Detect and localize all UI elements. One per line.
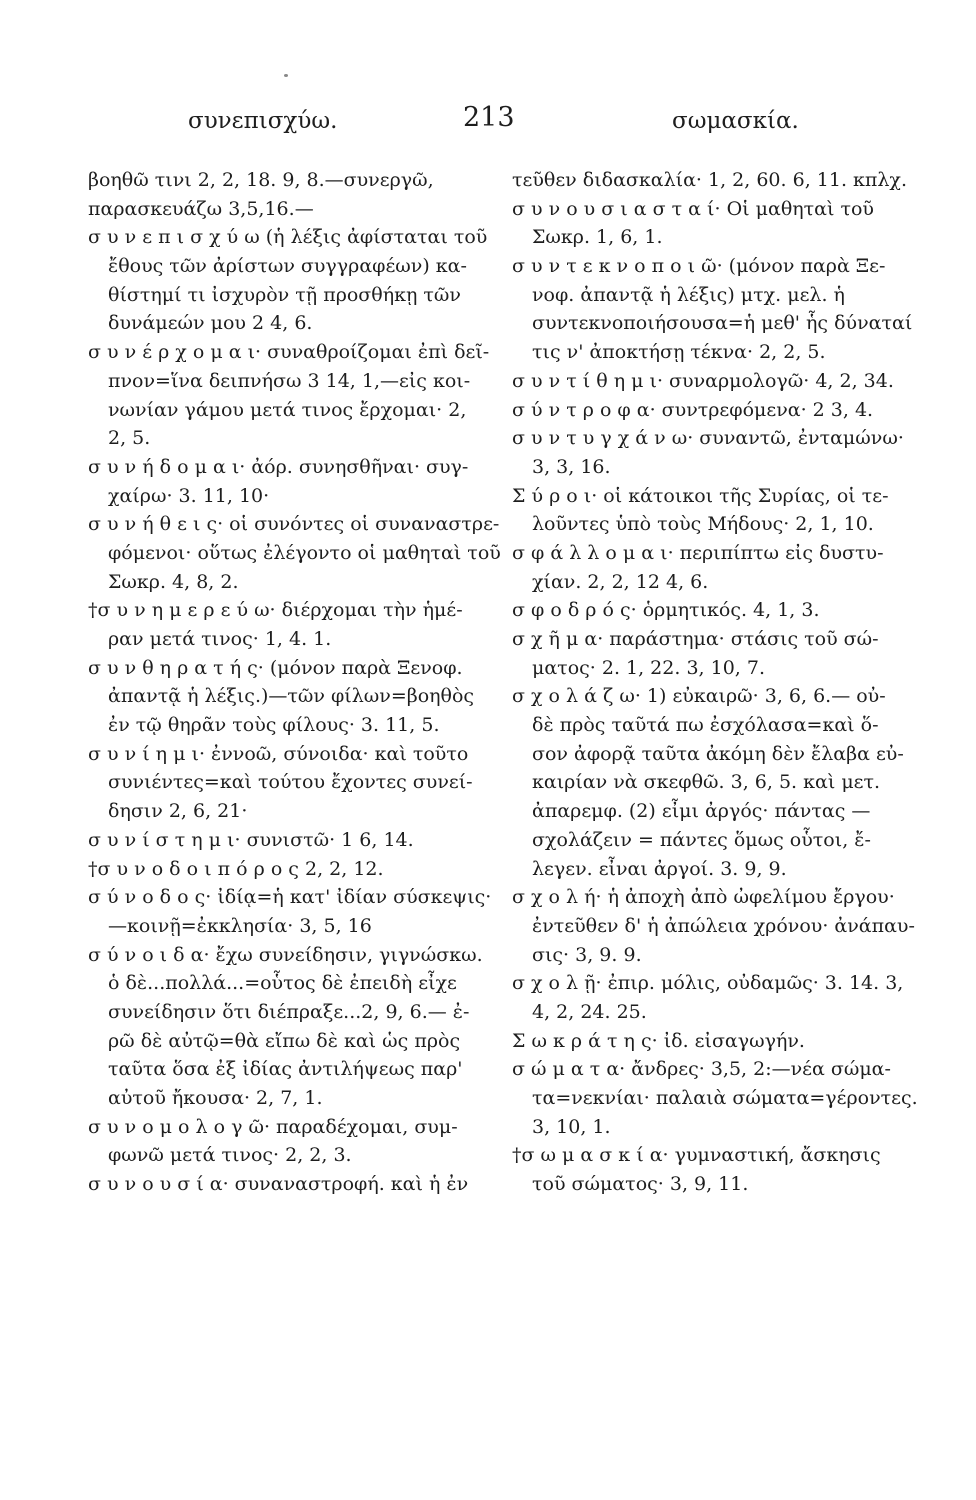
entry-line: συνιέντες=καὶ τούτου ἔχοντες συνεί- <box>108 771 473 794</box>
entry-line: ἀπαρεμφ. (2) εἶμι ἀργός· πάντας — <box>532 800 871 823</box>
entry-line: καιρίαν νὰ σκεφθῶ. 3, 6, 5. καὶ μετ. <box>532 771 881 794</box>
entry-line: 2, 5. <box>108 427 151 450</box>
entry-line: σ υ ν τ ε κ ν ο π ο ι ῶ· (μόνον παρὰ Ξε- <box>512 255 886 278</box>
entry-line: σ υ ν τ υ γ χ ά ν ω· συναντῶ, ἐνταμώνω· <box>512 427 904 450</box>
entry-line: τις ν' ἀποκτήσῃ τέκνα· 2, 2, 5. <box>532 341 826 364</box>
entry-line: λεγεν. εἶναι ἀργοί. 3. 9, 9. <box>532 857 787 880</box>
entry-line: τεῦθεν διδασκαλία· 1, 2, 60. 6, 11. κπλχ. <box>512 169 907 191</box>
entry-line: —κοινῇ=ἐκκλησία· 3, 5, 16 <box>108 914 372 937</box>
entry-line: σις· 3, 9. 9. <box>532 943 642 966</box>
entry-line: σ υ ν ή δ ο μ α ι· ἀόρ. συνησθῆναι· συγ- <box>88 455 469 478</box>
entry-line: σ χ ο λ ή· ἡ ἀποχὴ ἀπὸ ὠφελίμου ἔργου· <box>512 886 895 909</box>
entry-line: σ ύ ν ο δ ο ς· ἰδίᾳ=ἡ κατ' ἰδίαν σύσκεψις· <box>88 886 492 909</box>
entry-line: συνείδησιν ὅτι διέπραξε...2, 9, 6.— ἐ- <box>108 1000 470 1023</box>
entry-line: δυνάμεών μου 2 4, 6. <box>108 312 313 335</box>
entry-line: Σωκρ. 1, 6, 1. <box>532 226 663 249</box>
entry-line: χαίρω· 3. 11, 10· <box>108 484 270 507</box>
entry-line: βοηθῶ τινι 2, 2, 18. 9, 8.—συνεργῶ, <box>88 169 434 191</box>
scan-speck <box>284 74 288 77</box>
entry-line: 3, 3, 16. <box>532 455 611 478</box>
right-column <box>512 166 930 1199</box>
entry-line: σ υ ν ί η μ ι· ἐννοῶ, σύνοιδα· καὶ τοῦτο <box>88 742 469 765</box>
entry-line: ματος· 2. 1, 22. 3, 10, 7. <box>532 656 765 679</box>
entry-line: 3, 10, 1. <box>532 1115 611 1138</box>
entry-line: σ χ ῆ μ α· παράστημα· στάσις τοῦ σώ- <box>512 628 879 650</box>
entry-line: λοῦντες ὑπὸ τοὺς Μήδους· 2, 1, 10. <box>532 513 874 536</box>
entry-line: 4, 2, 24. 25. <box>532 1000 647 1023</box>
entry-line: σ φ ο δ ρ ό ς· ὁρμητικός. 4, 1, 3. <box>512 599 820 622</box>
entry-line: Σ ω κ ρ ά τ η ς· ἰδ. εἰσαγωγήν. <box>512 1029 805 1052</box>
entry-line: ρῶ δὲ αὐτῷ=θὰ εἴπω δὲ καὶ ὡς πρὸς <box>108 1029 461 1052</box>
entry-line: σ φ ά λ λ ο μ α ι· περιπίπτω εἰς δυστυ- <box>512 541 884 564</box>
entry-line: σ υ ν ε π ι σ χ ύ ω (ἡ λέξις ἀφίσταται τοῦ <box>88 226 488 249</box>
page-header <box>0 100 976 140</box>
entry-line: ἐν τῷ θηρᾶν τοὺς φίλους· 3. 11, 5. <box>108 714 440 737</box>
entry-line: σ υ ν ο υ σ ι α σ τ α ί· Οἱ μαθηταὶ τοῦ <box>512 197 874 220</box>
entry-line: σχολάζειν = πάντες ὅμως οὗτοι, ἔ- <box>532 828 871 851</box>
entry-line: δησιν 2, 6, 21· <box>108 800 248 823</box>
entry-line: σ υ ν ί σ τ η μ ι· συνιστῶ· 1 6, 14. <box>88 828 414 851</box>
entry-line: Σ ύ ρ ο ι· οἱ κάτοικοι τῆς Συρίας, οἱ τε- <box>512 484 889 507</box>
header-right-word: σωμασκία. <box>672 108 799 134</box>
entry-line: τοῦ σώματος· 3, 9, 11. <box>532 1173 749 1196</box>
entry-line: σ υ ν ο υ σ ί α· συναναστροφή. καὶ ἡ ἐν <box>88 1173 469 1196</box>
left-column <box>88 166 506 1199</box>
entry-line: σ χ ο λ ῇ· ἐπιρ. μόλις, οὐδαμῶς· 3. 14. 3, <box>512 972 904 995</box>
page-number: 213 <box>463 102 515 133</box>
entry-line: νωνίαν γάμου μετά τινος ἔρχομαι· 2, <box>108 398 467 421</box>
entry-line: σ ύ ν τ ρ ο φ α· συντρεφόμενα· 2 3, 4. <box>512 398 874 421</box>
entry-line: σ υ ν έ ρ χ ο μ α ι· συναθροίζομαι ἐπὶ δεῖ- <box>88 341 490 364</box>
entry-line: χίαν. 2, 2, 12 4, 6. <box>532 570 709 593</box>
entry-line: σ υ ν τ ί θ η μ ι· συναρμολογῶ· 4, 2, 34. <box>512 369 894 392</box>
entry-line: ἀπαντᾷ ἡ λέξις.)—τῶν φίλων=βοηθὸς <box>108 685 475 708</box>
entry-line: ἔθους τῶν ἀρίστων συγγραφέων) κα- <box>108 255 467 278</box>
entry-line: σον ἀφορᾷ ταῦτα ἀκόμη δὲν ἔλαβα εὐ- <box>532 742 904 765</box>
entry-line: †σ υ ν ο δ ο ι π ό ρ ο ς 2, 2, 12. <box>88 857 384 880</box>
entry-line: σ υ ν ο μ ο λ ο γ ῶ· παραδέχομαι, συμ- <box>88 1115 458 1138</box>
entry-line: σ ύ ν ο ι δ α· ἔχω συνείδησιν, γιγνώσκω. <box>88 943 483 966</box>
entry-line: θίστημί τι ἰσχυρὸν τῇ προσθήκῃ τῶν <box>108 283 461 306</box>
entry-line: Σωκρ. 4, 8, 2. <box>108 570 239 593</box>
entry-line: σ ώ μ α τ α· ἄνδρες· 3,5, 2:—νέα σώμα- <box>512 1058 891 1081</box>
entry-line: πνον=ἵνα δειπνήσω 3 14, 1,—εἰς κοι- <box>108 369 471 392</box>
entry-line: ταῦτα ὅσα ἐξ ἰδίας ἀντιλήψεως παρ' <box>108 1058 463 1081</box>
entry-line: παρασκευάζω 3,5,16.— <box>88 197 314 220</box>
entry-line: δὲ πρὸς ταῦτά πω ἐσχόλασα=καὶ ὅ- <box>532 714 879 737</box>
entry-line: σ υ ν θ η ρ α τ ή ς· (μόνον παρὰ Ξενοφ. <box>88 656 463 679</box>
entry-line: φωνῶ μετά τινος· 2, 2, 3. <box>108 1144 352 1167</box>
entry-line: ραν μετά τινος· 1, 4. 1. <box>108 628 332 650</box>
entry-line: νοφ. ἀπαντᾷ ἡ λέξις) μτχ. μελ. ἡ <box>532 283 845 306</box>
entry-line: φόμενοι· οὕτως ἐλέγοντο οἱ μαθηταὶ τοῦ <box>108 541 501 564</box>
entry-line: σ χ ο λ ά ζ ω· 1) εὐκαιρῶ· 3, 6, 6.— οὐ- <box>512 685 886 708</box>
entry-line: †σ ω μ α σ κ ί α· γυμναστική, ἄσκησις <box>512 1144 881 1167</box>
entry-line: συντεκνοποιήσουσα=ἡ μεθ' ἧς δύναταί <box>532 312 913 335</box>
header-left-word: συνεπισχύω. <box>188 108 338 134</box>
entry-line: σ υ ν ή θ ε ι ς· οἱ συνόντες οἱ συναναστρε- <box>88 513 500 536</box>
entry-line: τα=νεκνίαι· παλαιὰ σώματα=γέροντες. <box>532 1087 918 1109</box>
entry-line: ἐντεῦθεν δ' ἡ ἀπώλεια χρόνου· ἀνάπαυ- <box>532 914 915 937</box>
entry-line: ὁ δὲ...πολλά...=οὗτος δὲ ἐπειδὴ εἶχε <box>108 972 457 995</box>
entry-line: αὐτοῦ ἤκουσα· 2, 7, 1. <box>108 1087 323 1109</box>
entry-line: †σ υ ν η μ ε ρ ε ύ ω· διέρχομαι τὴν ἡμέ- <box>88 599 463 622</box>
